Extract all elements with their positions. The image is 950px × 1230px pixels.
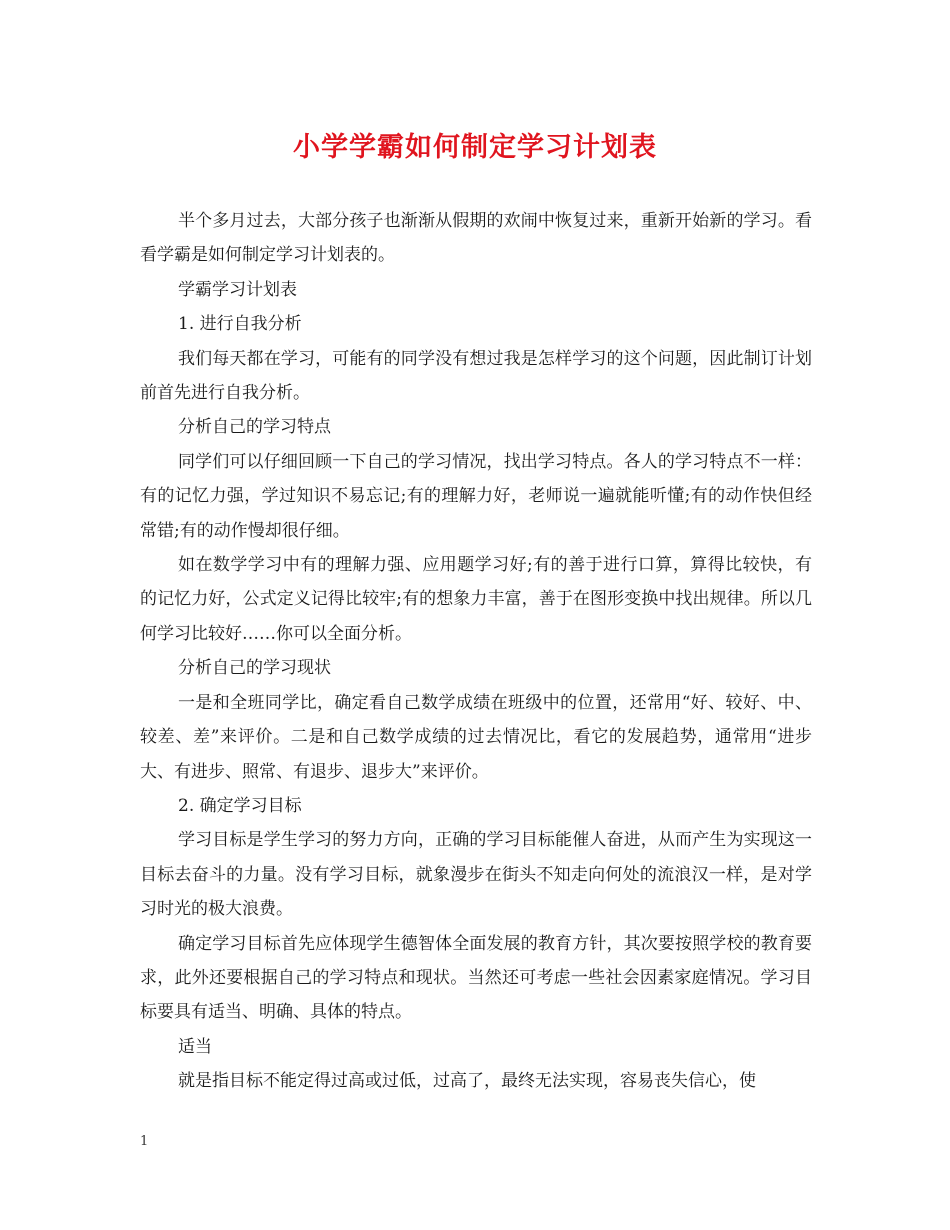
paragraph: 学习目标是学生学习的努力方向，正确的学习目标能催人奋进，从而产生为实现这一目标去奋斗的力量。没有学习目标，就象漫步在街头不知走向何处的流浪汉一样，是对学习时光的极大浪费。 — [140, 830, 812, 920]
section-heading: 1. 进行自我分析 — [178, 314, 302, 335]
section-heading: 学霸学习计划表 — [178, 279, 297, 300]
paragraph: 同学们可以仔细回顾一下自己的学习情况，找出学习特点。各人的学习特点不一样：有的记忆力强，学过知识不易忘记;有的理解力好，老师说一遍就能听懂;有的动作快但经常错;有的动作慢却很仔细。 — [140, 451, 812, 541]
subsection-heading: 分析自己的学习现状 — [178, 658, 331, 679]
paragraph: 确定学习目标首先应体现学生德智体全面发展的教育方针，其次要按照学校的教育要求，此外还要根据自己的学习特点和现状。当然还可考虑一些社会因素家庭情况。学习目标要具有适当、明确、具体的特点。 — [140, 933, 812, 1023]
subsection-heading: 分析自己的学习特点 — [178, 417, 331, 438]
document-body — [140, 204, 812, 1099]
subsection-heading: 适当 — [178, 1036, 212, 1057]
document-title: 小学学霸如何制定学习计划表 — [293, 132, 657, 163]
page-number: 1 — [140, 1134, 149, 1149]
paragraph: 半个多月过去，大部分孩子也渐渐从假期的欢闹中恢复过来，重新开始新的学习。看看学霸是如何制定学习计划表的。 — [140, 211, 812, 266]
paragraph: 一是和全班同学比，确定看自己数学成绩在班级中的位置，还常用“好、较好、中、较差、差”来评价。二是和自己数学成绩的过去情况比，看它的发展趋势，通常用“进步大、有进步、照常、有退步、退步大”来评价。 — [140, 692, 812, 782]
paragraph: 如在数学学习中有的理解力强、应用题学习好;有的善于进行口算，算得比较快，有的记忆力好，公式定义记得比较牢;有的想象力丰富，善于在图形变换中找出规律。所以几何学习比较好……你可以全面分析。 — [140, 555, 812, 644]
paragraph: 我们每天都在学习，可能有的同学没有想过我是怎样学习的这个问题，因此制订计划前首先进行自我分析。 — [140, 348, 812, 404]
paragraph: 就是指目标不能定得过高或过低，过高了，最终无法实现，容易丧失信心，使 — [178, 1071, 756, 1092]
section-heading: 2. 确定学习目标 — [178, 795, 302, 816]
